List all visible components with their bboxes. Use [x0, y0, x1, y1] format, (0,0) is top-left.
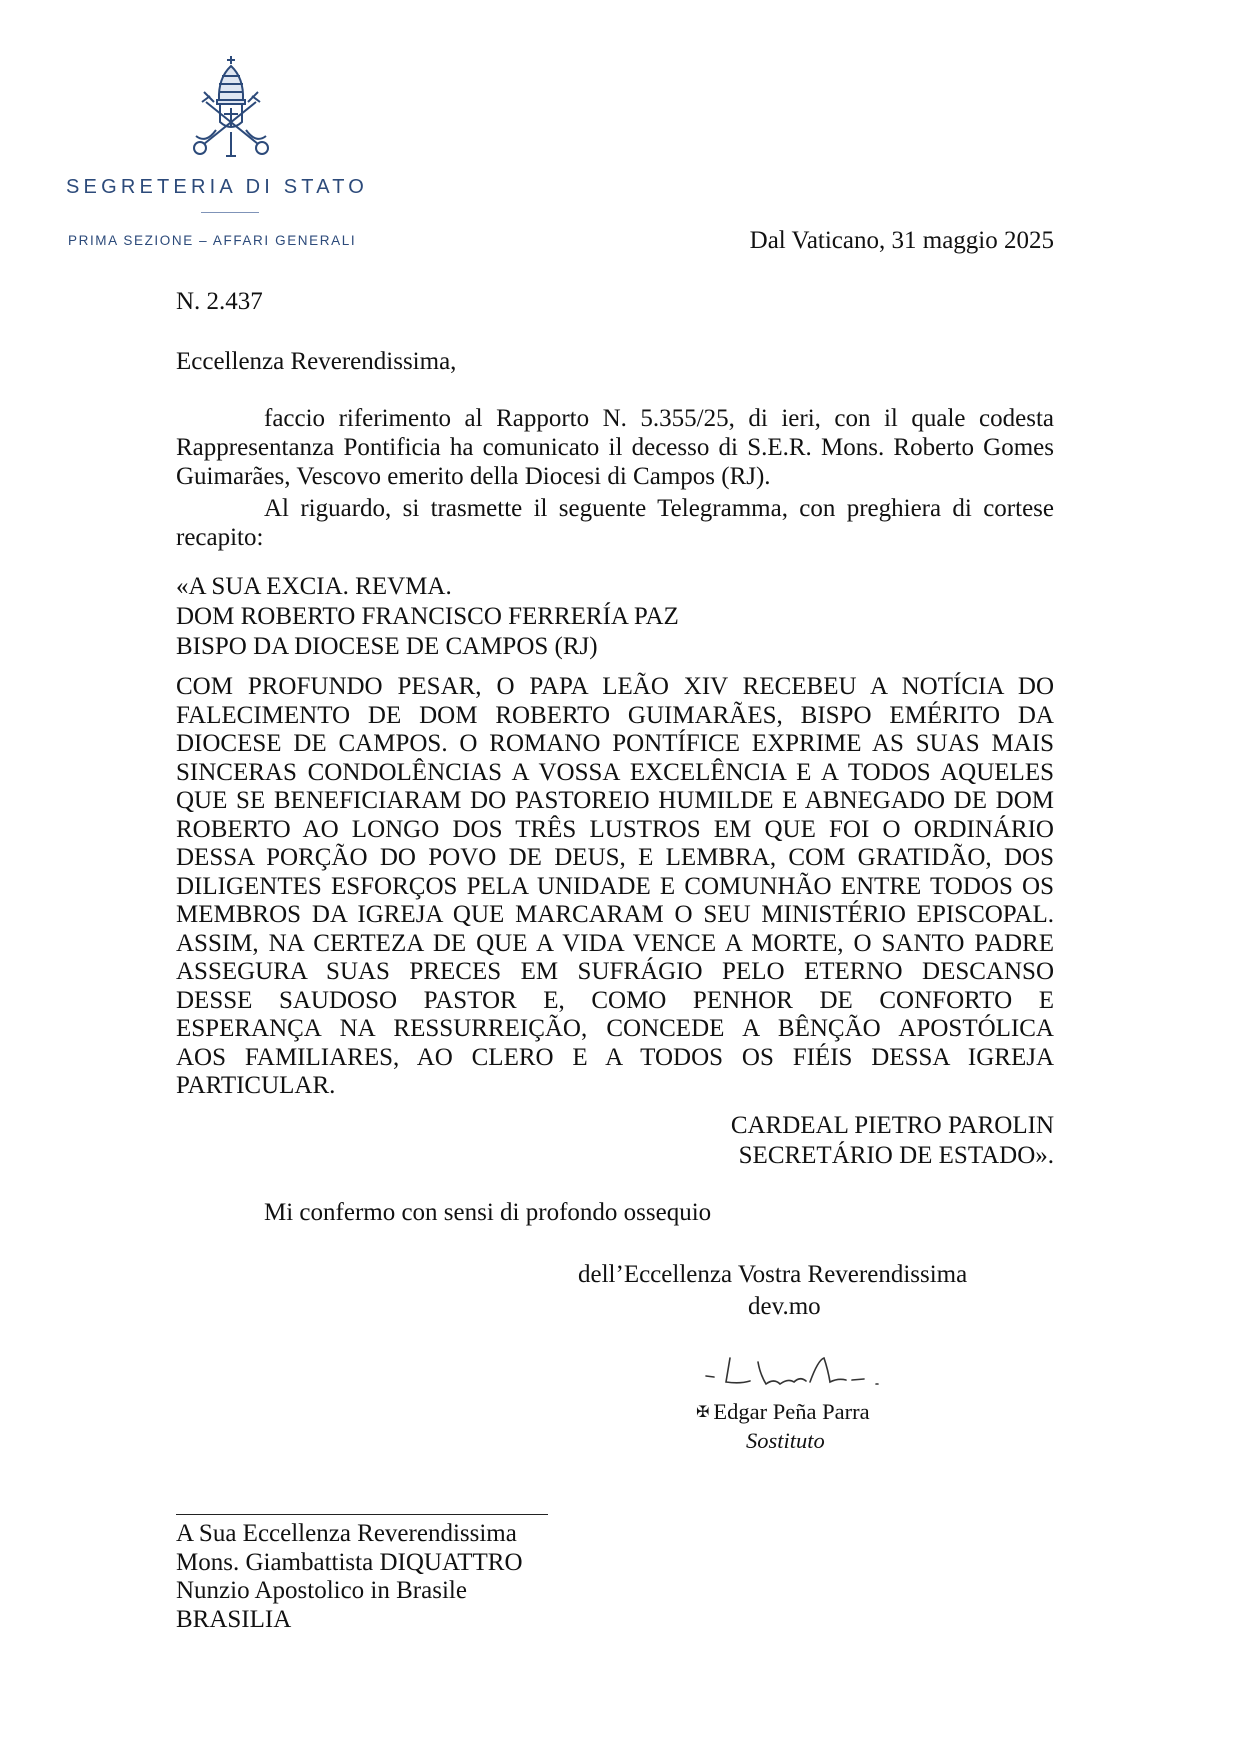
- recipient-divider: [176, 1514, 548, 1515]
- recipient-line: A Sua Eccellenza Reverendissima: [176, 1520, 517, 1547]
- telegram-signatory-title: SECRETÁRIO DE ESTADO».: [738, 1142, 1054, 1169]
- recipient-line: Nunzio Apostolico in Brasile: [176, 1577, 467, 1604]
- telegram-line: MEMBROS DA IGREJA QUE MARCARAM O SEU MINISTÉRIO EPISCOPAL.: [176, 901, 1054, 928]
- telegram-signature: [731, 1111, 1054, 1171]
- telegram-addressee-line: DOM ROBERTO FRANCISCO FERRERÍA PAZ: [176, 603, 679, 630]
- telegram-line: DILIGENTES ESFORÇOS PELA UNIDADE E COMUNHÃO ENTRE TODOS OS: [176, 872, 1054, 900]
- signer-name-line: [696, 1398, 870, 1428]
- telegram-addressee: [176, 572, 679, 662]
- telegram-line: SINCERAS CONDOLÊNCIAS A VOSSA EXCELÊNCIA E A TODOS AQUELES: [176, 758, 1054, 786]
- telegram-line: AOS FAMILIARES, AO CLERO E A TODOS OS FIÉIS DESSA IGREJA: [176, 1043, 1054, 1071]
- telegram-addressee-line: «A SUA EXCIA. REVMA.: [176, 573, 452, 600]
- office-title: SEGRETERIA DI STATO: [66, 176, 369, 198]
- telegram-line: ASSIM, NA CERTEZA DE QUE A VIDA VENCE A MORTE, O SANTO PADRE: [176, 929, 1054, 957]
- telegram-line: DESSE SAUDOSO PASTOR E, COMO PENHOR DE CONFORTO E: [176, 986, 1054, 1014]
- signer-title: Sostituto: [746, 1428, 825, 1453]
- letter-date: Dal Vaticano, 31 maggio 2025: [749, 227, 1054, 254]
- telegram-line: FALECIMENTO DE DOM ROBERTO GUIMARÃES, BISPO EMÉRITO DA: [176, 701, 1054, 729]
- office-section: PRIMA SEZIONE – AFFARI GENERALI: [68, 233, 357, 248]
- recipient-block: [176, 1520, 523, 1634]
- letterhead-divider: [201, 212, 259, 213]
- telegram-line: ASSEGURA SUAS PRECES EM SUFRÁGIO PELO ETERNO DESCANSO: [176, 958, 1054, 985]
- protocol-number: N. 2.437: [176, 288, 263, 315]
- signer-name: Edgar Peña Parra: [713, 1399, 870, 1424]
- telegram-line: DESSA PORÇÃO DO POVO DE DEUS, E LEMBRA, COM GRATIDÃO, DOS: [176, 844, 1054, 871]
- body-paragraph-1: faccio riferimento al Rapporto N. 5.355/25, di ieri, con il quale codesta Rappresentanza Pontificia ha comunicato il decesso di S.E.R. Mons. Roberto Gomes Guimarães, Vescovo emerito della Diocesi di Campos (RJ).: [176, 405, 1054, 490]
- closing-line: Mi confermo con sensi di profondo ossequio: [264, 1199, 712, 1226]
- recipient-line: BRASILIA: [176, 1605, 292, 1633]
- papal-emblem-icon: [186, 52, 276, 162]
- telegram-line: ROBERTO AO LONGO DOS TRÊS LUSTROS EM QUE FOI O ORDINÁRIO: [176, 815, 1054, 843]
- body-paragraph-2: Al riguardo, si trasmette il seguente Telegramma, con preghiera di cortese recapito:: [176, 495, 1054, 551]
- telegram-line: ESPERANÇA NA RESSURREIÇÃO, CONCEDE A BÊNÇÃO APOSTÓLICA: [176, 1015, 1054, 1042]
- telegram-signatory: CARDEAL PIETRO PAROLIN: [730, 1112, 1054, 1139]
- salutation: Eccellenza Reverendissima,: [176, 348, 457, 375]
- cross-icon: ✠: [696, 1402, 710, 1421]
- telegram-text: [176, 673, 1054, 1101]
- telegram-line: PARTICULAR.: [176, 1072, 336, 1099]
- complimentary-devmo: dev.mo: [748, 1293, 821, 1320]
- telegram-line: QUE SE BENEFICIARAM DO PASTOREIO HUMILDE E ABNEGADO DE DOM: [176, 787, 1054, 814]
- complimentary-close: dell’Eccellenza Vostra Reverendissima: [578, 1261, 968, 1288]
- telegram-line: COM PROFUNDO PESAR, O PAPA LEÃO XIV RECEBEU A NOTÍCIA DO: [176, 673, 1054, 700]
- telegram-line: DIOCESE DE CAMPOS. O ROMANO PONTÍFICE EXPRIME AS SUAS MAIS: [176, 730, 1054, 757]
- recipient-line: Mons. Giambattista DIQUATTRO: [176, 1548, 523, 1576]
- telegram-addressee-line: BISPO DA DIOCESE DE CAMPOS (RJ): [176, 633, 598, 660]
